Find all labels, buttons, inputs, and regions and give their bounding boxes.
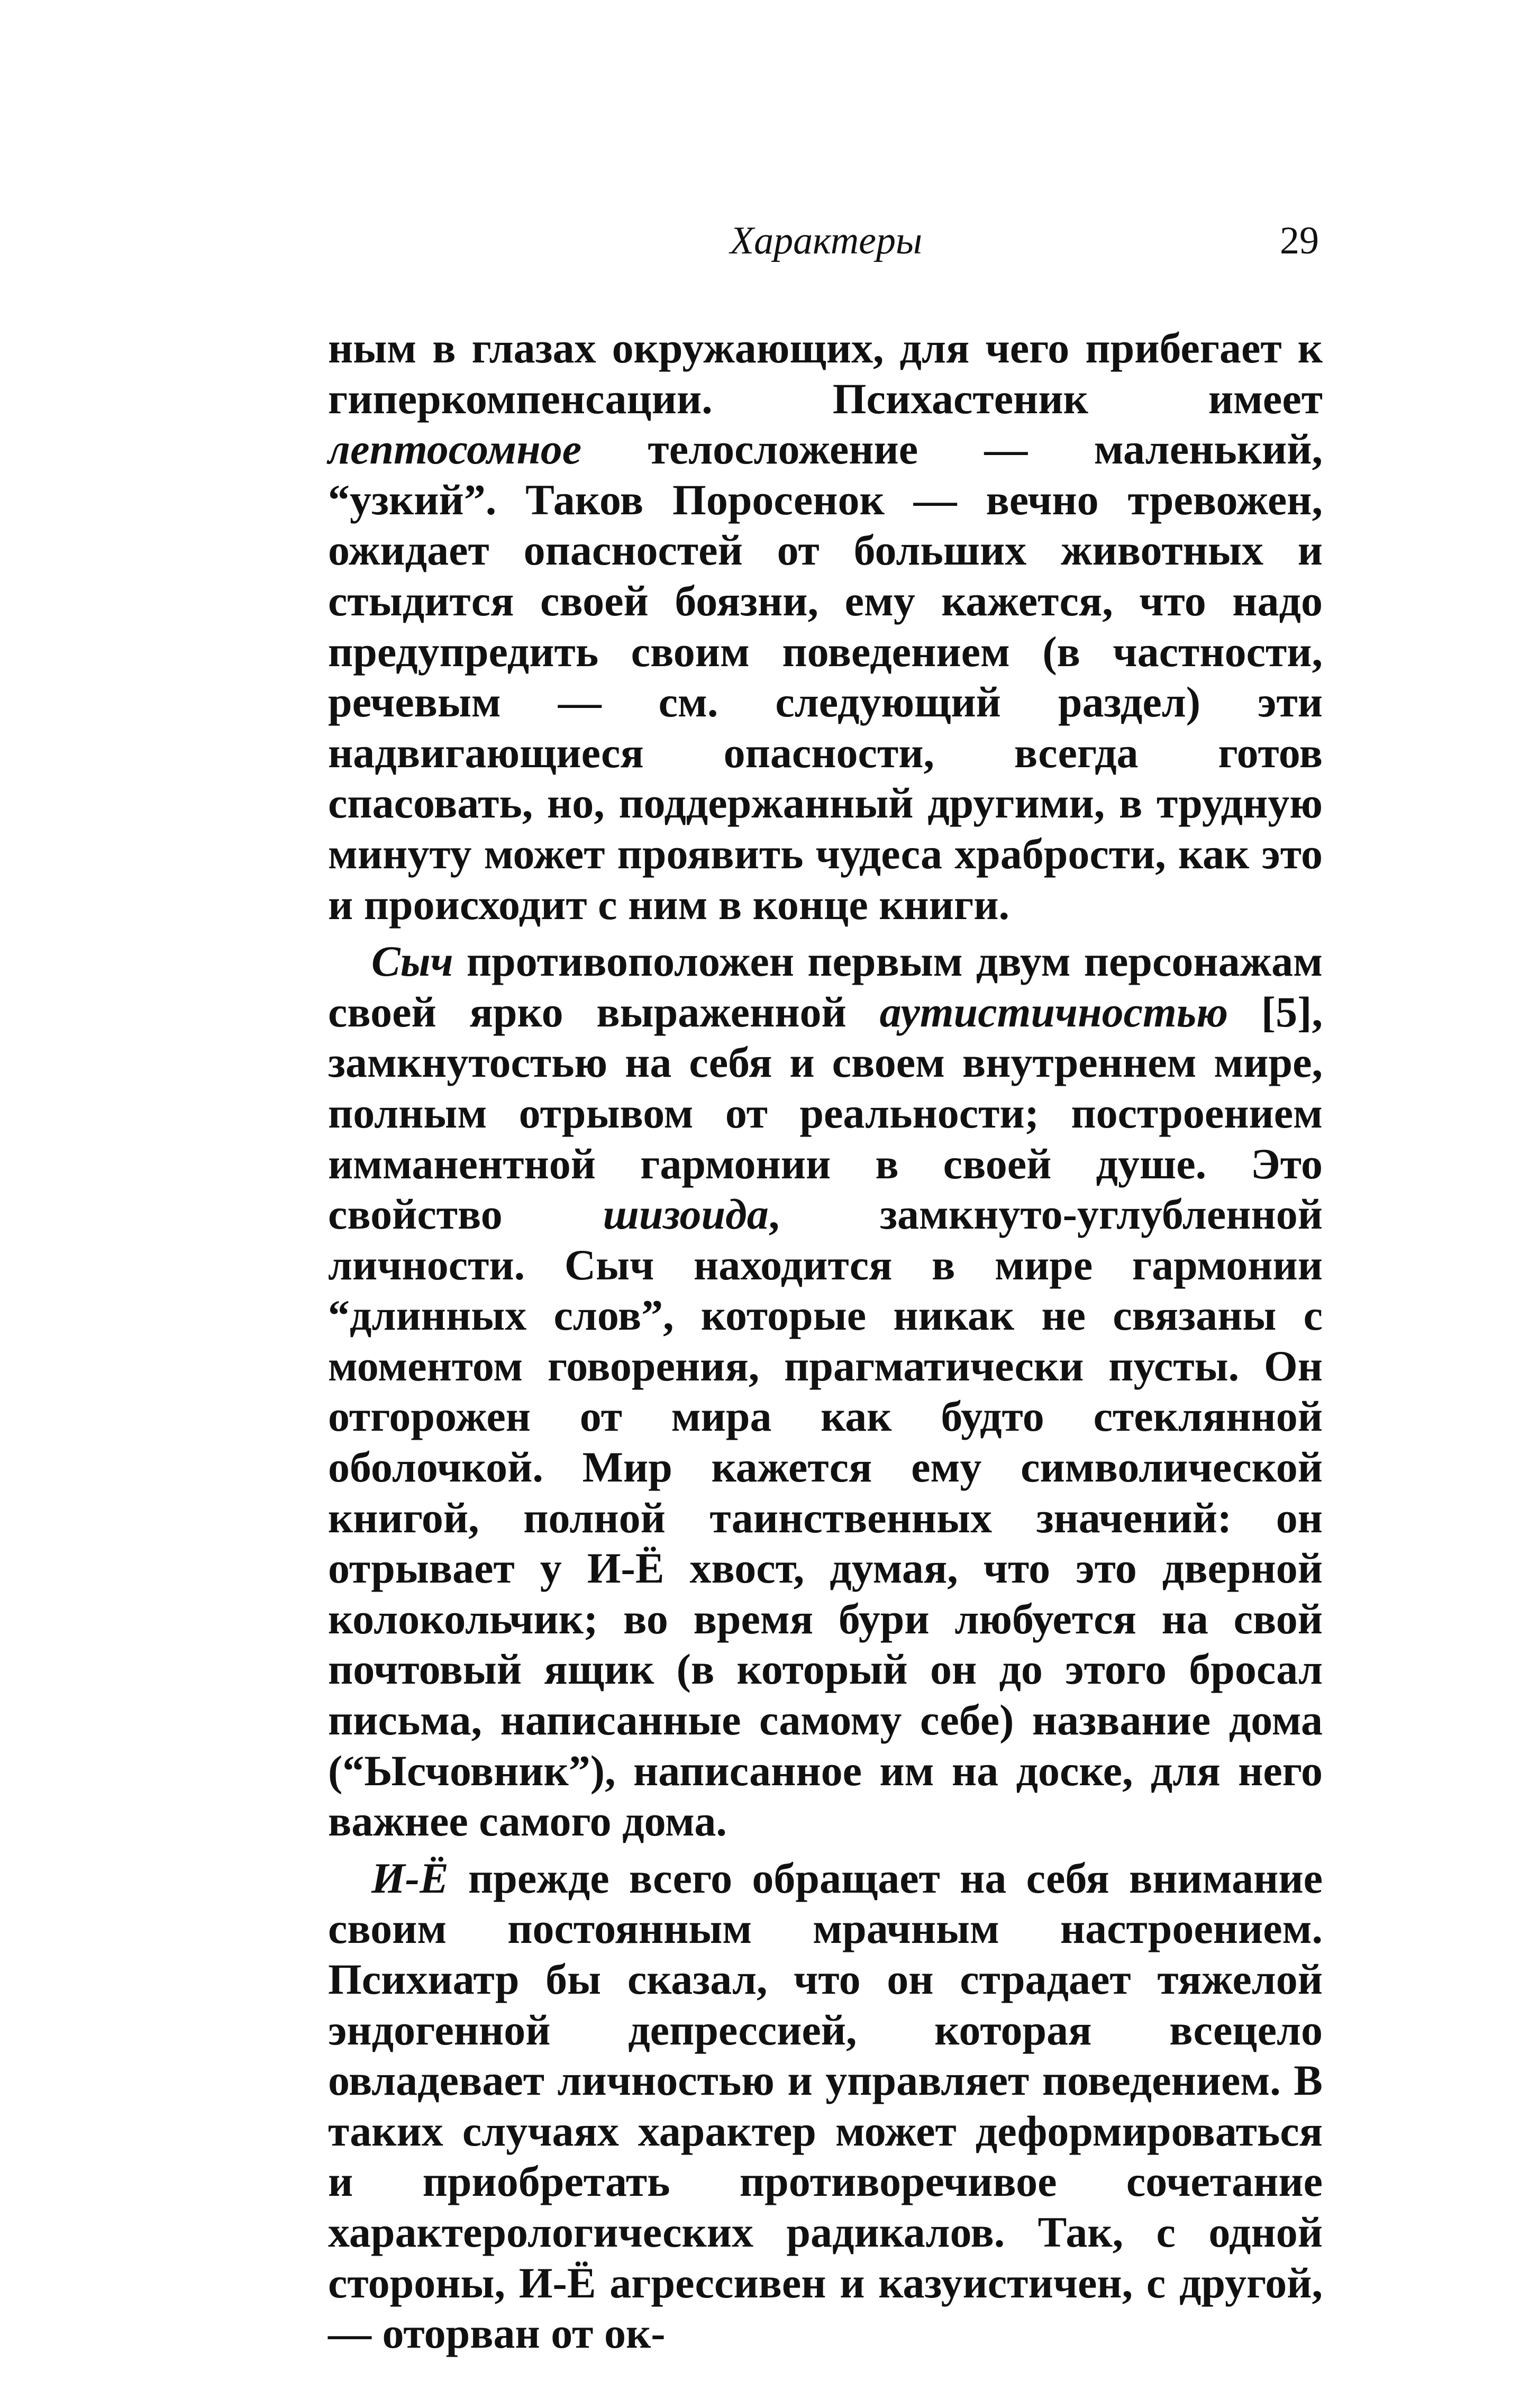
text-segment: ным в глазах окружающих, для чего прибегает к гиперкомпенсации. Психастеник имеет — [328, 324, 1323, 423]
paragraph-3 — [328, 1853, 1323, 2359]
italic-term: И-Ё — [371, 1853, 449, 1902]
text-segment: [5], замкнутостью на себя и своем внутреннем мире, полным отрывом от реальности; построением имманентной гармонии в своей душе. Это свойство — [328, 987, 1323, 1239]
italic-term: Сыч — [371, 937, 453, 986]
text-segment: противоположен первым двум персонажам своей ярко выраженной — [328, 937, 1323, 1036]
paragraph-1 — [328, 323, 1323, 930]
paragraph-2 — [328, 936, 1323, 1847]
running-head — [333, 212, 1319, 270]
italic-term: аутистичностью — [879, 987, 1228, 1036]
running-title: Характеры — [730, 219, 923, 262]
text-segment: , замкнуто-углубленной личности. Сыч находится в мире гармонии “длинных слов”, которые никак не связаны с моментом говорения, прагматически пусты. Он отгорожен от мира как будто стеклянной оболочкой. Мир кажется ему символической книгой, полной таинственных значений: он отрывает у И-Ё хвост, думая, что это дверной колокольчик; во время бури любуется на свой почтовый ящик (в который он до этого бросал письма, написанные самому себе) название дома (“Ысчовник”), написанное им на доске, для него важнее самого дома. — [328, 1190, 1323, 1846]
page-number: 29 — [1280, 219, 1319, 262]
text-segment: телосложение — маленький, “узкий”. Таков Поросенок — вечно тревожен, ожидает опасностей от больших животных и стыдится своей боязни, ему кажется, что надо предупредить своим поведением (в частности, речевым — см. следующий раздел) эти надвигающиеся опасности, всегда готов спасовать, но, поддержанный другими, в трудную минуту может проявить чудеса храбрости, как это и происходит с ним в конце книги. — [328, 425, 1323, 929]
italic-term: шизоида — [603, 1190, 769, 1239]
text-segment: прежде всего обращает на себя внимание своим постоянным мрачным настроением. Психиатр бы сказал, что он страдает тяжелой эндогенной депрессией, которая всецело овладевает личностью и управляет поведением. В таких случаях характер может деформироваться и приобретать противоречивое сочетание характерологических радикалов. Так, с одной стороны, И-Ё агрессивен и казуистичен, с другой, — оторван от ок- — [328, 1853, 1323, 2358]
main-text — [328, 323, 1323, 2359]
italic-term: лептосомное — [328, 425, 582, 474]
